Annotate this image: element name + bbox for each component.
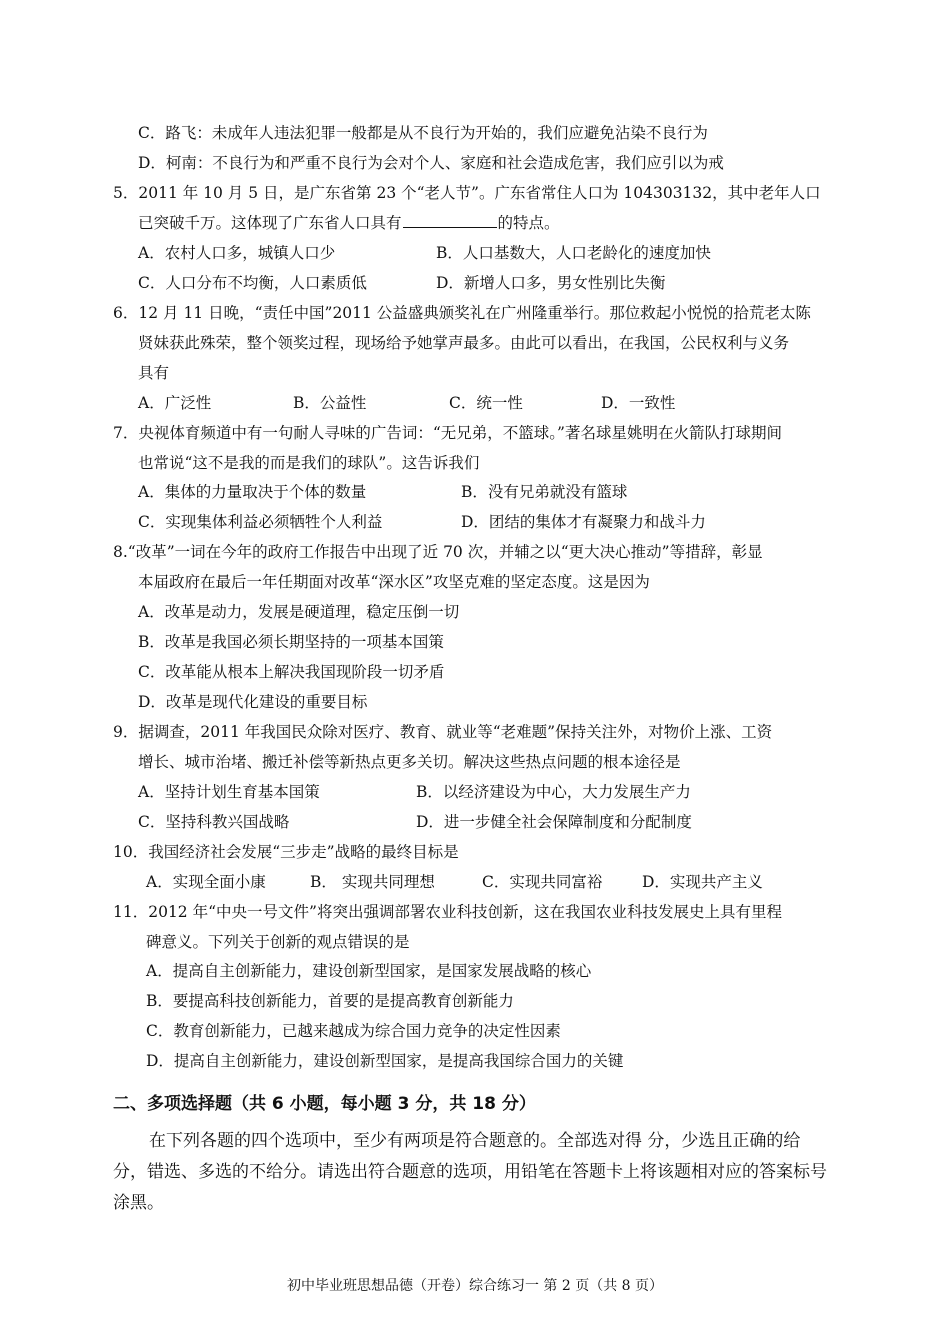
q10-option-a: A．实现全面小康: [146, 873, 266, 891]
q7-option-a: A．集体的力量取决于个体的数量: [138, 483, 367, 501]
q7-stem-line2: 也常说“这不是我的而是我们的球队”。这告诉我们: [138, 454, 480, 472]
page-footer: 初中毕业班思想品德（开卷）综合练习一 第 2 页（共 8 页）: [286, 1278, 664, 1294]
q5-option-d: D．新增人口多，男女性别比失衡: [436, 274, 666, 292]
q11-stem-line2: 碑意义。下列关于创新的观点错误的是: [146, 933, 410, 951]
q8-stem-line2: 本届政府在最后一年任期面对改革“深水区”攻坚克难的坚定态度。这是因为: [138, 573, 650, 591]
q6-option-b: B．公益性: [293, 394, 367, 412]
section-instructions: 在下列各题的四个选项中，至少有两项是符合题意的。全部选对得 分，少选且正确的给 分，错选、多选的不给分。请选出符合题意的选项，用铅笔在答题卡上将该题相对应的答案标号涂黑。: [113, 1131, 827, 1213]
section-heading: 二、多项选择题（共 6 小题，每小题 3 分，共 18 分）: [113, 1094, 536, 1114]
q10-stem: 10．我国经济社会发展“三步走”战略的最终目标是: [113, 843, 459, 861]
q5-option-c: C．人口分布不均衡，人口素质低: [138, 274, 367, 292]
q9-option-b: B．以经济建设为中心，大力发展生产力: [416, 783, 691, 801]
q5-option-b: B．人口基数大，人口老龄化的速度加快: [436, 244, 711, 262]
q9-option-a: A．坚持计划生育基本国策: [138, 783, 320, 801]
q8-option-b: B．改革是我国必须长期坚持的一项基本国策: [138, 633, 444, 651]
q11-option-c: C．教育创新能力，已越来越成为综合国力竞争的决定性因素: [146, 1022, 561, 1040]
q11-option-a: A．提高自主创新能力，建设创新型国家，是国家发展战略的核心: [146, 962, 592, 980]
q5-stem-line1: 5．2011 年 10 月 5 日，是广东省第 23 个“老人节”。广东省常住人口为 104303132，其中老年人口: [113, 184, 821, 202]
q9-stem-line2: 增长、城市治堵、搬迁补偿等新热点更多关切。解决这些热点问题的根本途径是: [138, 753, 681, 771]
q5-stem-line2: [138, 213, 560, 233]
q6-stem-line3: 具有: [138, 364, 170, 382]
q7-stem-line1: 7．央视体育频道中有一句耐人寻味的广告词：“无兄弟，不篮球。”著名球星姚明在火箭队打球期间: [113, 424, 782, 442]
q9-stem-line1: 9．据调查，2011 年我国民众除对医疗、教育、就业等“老难题”保持关注外，对物价上涨、工资: [113, 723, 773, 741]
q7-option-c: C．实现集体利益必须牺牲个人利益: [138, 513, 383, 531]
q6-option-d: D．一致性: [601, 394, 676, 412]
q8-stem-line1: 8.“改革”一词在今年的政府工作报告中出现了近 70 次，并辅之以“更大决心推动”等措辞，彰显: [113, 543, 763, 561]
q11-option-b: B．要提高科技创新能力，首要的是提高教育创新能力: [146, 992, 514, 1010]
q10-option-c: C．实现共同富裕: [482, 873, 603, 891]
q10-option-d: D．实现共产主义: [642, 873, 763, 891]
q7-option-d: D．团结的集体才有凝聚力和战斗力: [461, 513, 706, 531]
q6-option-c: C．统一性: [449, 394, 523, 412]
q5-stem-part1: 已突破千万。这体现了广东省人口具有: [138, 214, 402, 232]
q6-option-a: A．广泛性: [138, 394, 212, 412]
q5-stem-part2: 的特点。: [497, 214, 560, 232]
fill-in-blank: [403, 213, 497, 228]
q9-option-d: D．进一步健全社会保障制度和分配制度: [416, 813, 692, 831]
q8-option-a: A．改革是动力，发展是硬道理，稳定压倒一切: [138, 603, 460, 621]
q11-stem-line1: 11．2012 年“中央一号文件”将突出强调部署农业科技创新，这在我国农业科技发展史上具有里程: [113, 903, 782, 921]
q8-option-c: C．改革能从根本上解决我国现阶段一切矛盾: [138, 663, 445, 681]
q11-option-d: D．提高自主创新能力，建设创新型国家，是提高我国综合国力的关键: [146, 1052, 624, 1070]
q4-option-c: C．路飞：未成年人违法犯罪一般都是从不良行为开始的，我们应避免沾染不良行为: [138, 124, 708, 142]
q5-option-a: A．农村人口多，城镇人口少: [138, 244, 336, 262]
q6-stem-line2: 贤妹获此殊荣，整个领奖过程，现场给予她掌声最多。由此可以看出，在我国，公民权利与义务: [138, 334, 790, 352]
q7-option-b: B．没有兄弟就没有篮球: [461, 483, 628, 501]
q8-option-d: D．改革是现代化建设的重要目标: [138, 693, 368, 711]
q9-option-c: C．坚持科教兴国战略: [138, 813, 290, 831]
q4-option-d: D．柯南：不良行为和严重不良行为会对个人、家庭和社会造成危害，我们应引以为戒: [138, 154, 724, 172]
q6-stem-line1: 6．12 月 11 日晚，“责任中国”2011 公益盛典颁奖礼在广州隆重举行。那位救起小悦悦的拾荒老太陈: [113, 304, 811, 322]
q10-option-b: B． 实现共同理想: [310, 873, 435, 891]
